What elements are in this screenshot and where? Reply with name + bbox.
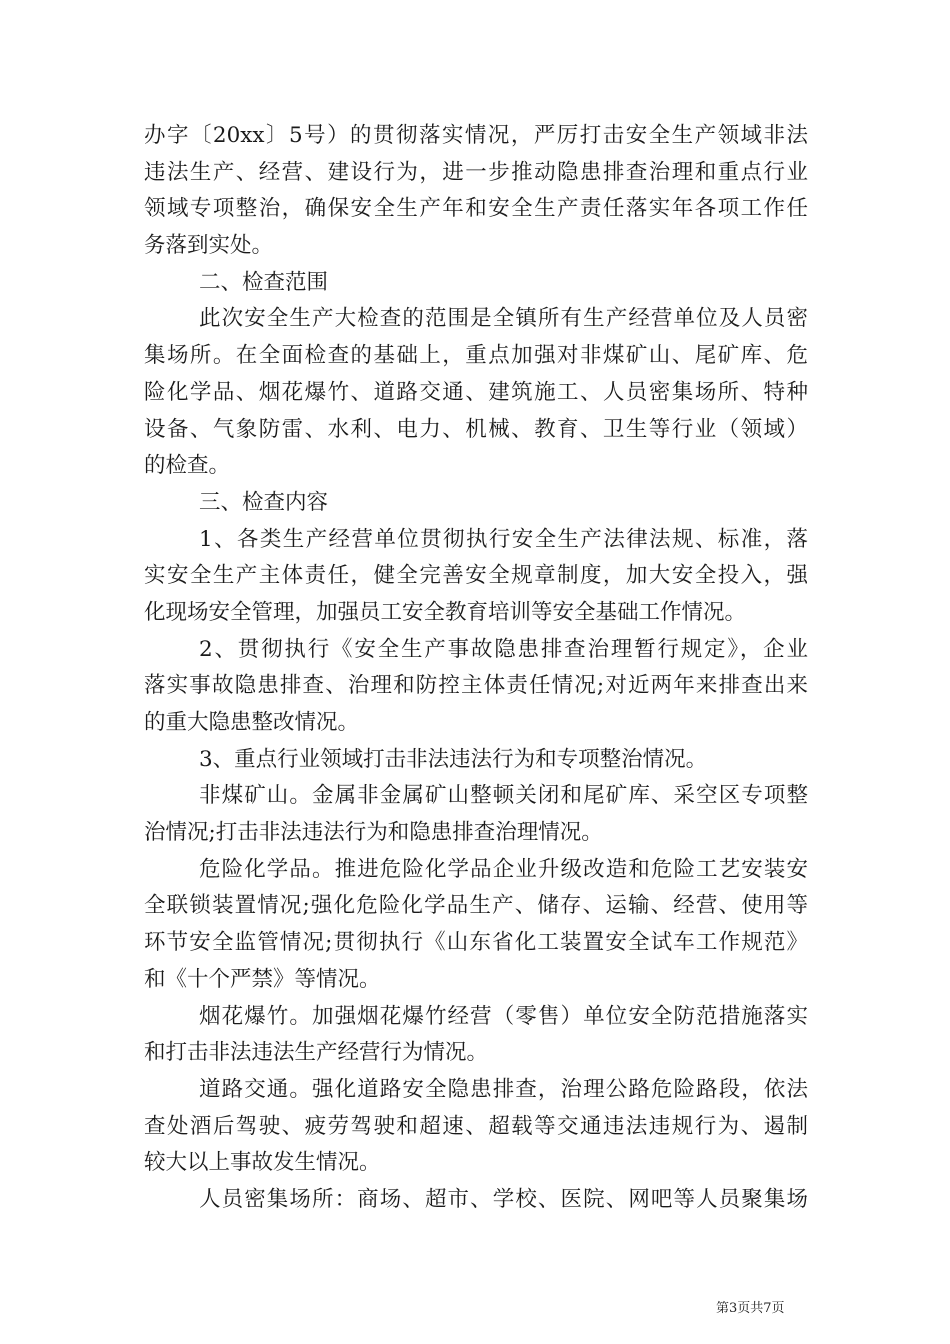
- text-line: 设备、气象防雷、水利、电力、机械、教育、卫生等行业（领域）: [144, 416, 808, 442]
- paragraph-item-1: [144, 522, 808, 632]
- text-line: 2、贯彻执行《安全生产事故隐患排查治理暂行规定》，企业: [199, 636, 808, 662]
- paragraph-crowded-places: [144, 1182, 808, 1219]
- text-line: 三、检查内容: [199, 489, 329, 515]
- paragraph-scope: [144, 301, 808, 484]
- text-line: 此次安全生产大检查的范围是全镇所有生产经营单位及人员密: [199, 306, 808, 332]
- text-line: 道路交通。强化道路安全隐患排查，治理公路危险路段，依法: [199, 1076, 808, 1102]
- text-line: 落实事故隐患排查、治理和防控主体责任情况;对近两年来排查出来: [144, 673, 808, 699]
- paragraph-item-3: [144, 742, 808, 779]
- text-line: 和打击非法违法生产经营行为情况。: [144, 1040, 489, 1066]
- text-line: 的重大隐患整改情况。: [144, 710, 360, 735]
- text-line: 办字〔20xx〕5号）的贯彻落实情况，严厉打击安全生产领域非法: [144, 123, 808, 148]
- text-line: 集场所。在全面检查的基础上，重点加强对非煤矿山、尾矿库、危: [144, 343, 808, 369]
- text-line: 险化学品、烟花爆竹、道路交通、建筑施工、人员密集场所、特种: [144, 379, 808, 405]
- text-line: 实安全生产主体责任，健全完善安全规章制度，加大安全投入，强: [144, 563, 808, 589]
- section-heading-content: [144, 485, 808, 522]
- paragraph-mines: [144, 778, 808, 851]
- text-line: 全联锁装置情况;强化危险化学品生产、储存、运输、经营、使用等: [144, 893, 808, 919]
- text-line: 较大以上事故发生情况。: [144, 1150, 381, 1176]
- section-heading-scope: [144, 265, 808, 302]
- text-line: 查处酒后驾驶、疲劳驾驶和超速、超载等交通违法违规行为、遏制: [144, 1113, 808, 1139]
- paragraph-road-traffic: [144, 1072, 808, 1182]
- text-line: 务落到实处。: [144, 233, 274, 259]
- text-line: 的检查。: [144, 453, 231, 479]
- paragraph-implementation: [144, 118, 808, 265]
- text-line: 二、检查范围: [199, 269, 329, 295]
- paragraph-fireworks: [144, 999, 808, 1072]
- text-line: 烟花爆竹。加强烟花爆竹经营（零售）单位安全防范措施落实: [199, 1003, 808, 1029]
- text-line: 危险化学品。推进危险化学品企业升级改造和危险工艺安装安: [199, 856, 808, 882]
- text-line: 违法生产、经营、建设行为，进一步推动隐患排查治理和重点行业: [144, 159, 808, 185]
- paragraph-chemicals: [144, 852, 808, 999]
- text-line: 1、各类生产经营单位贯彻执行安全生产法律法规、标准，落: [199, 526, 808, 552]
- text-line: 领域专项整治，确保安全生产年和安全生产责任落实年各项工作任: [144, 196, 808, 222]
- text-line: 化现场安全管理，加强员工安全教育培训等安全基础工作情况。: [144, 599, 747, 625]
- text-line: 3、重点行业领域打击非法违法行为和专项整治情况。: [199, 746, 708, 772]
- page-number: 第3页共7页: [716, 1301, 785, 1316]
- text-line: 环节安全监管情况;贯彻执行《山东省化工装置安全试车工作规范》: [144, 930, 808, 956]
- text-line: 非煤矿山。金属非金属矿山整顿关闭和尾矿库、采空区专项整: [199, 783, 808, 809]
- document-body: [144, 118, 808, 1219]
- text-line: 和《十个严禁》等情况。: [144, 966, 381, 992]
- text-line: 人员密集场所：商场、超市、学校、医院、网吧等人员聚集场: [199, 1186, 808, 1212]
- text-line: 治情况;打击非法违法行为和隐患排查治理情况。: [144, 820, 603, 846]
- paragraph-item-2: [144, 632, 808, 742]
